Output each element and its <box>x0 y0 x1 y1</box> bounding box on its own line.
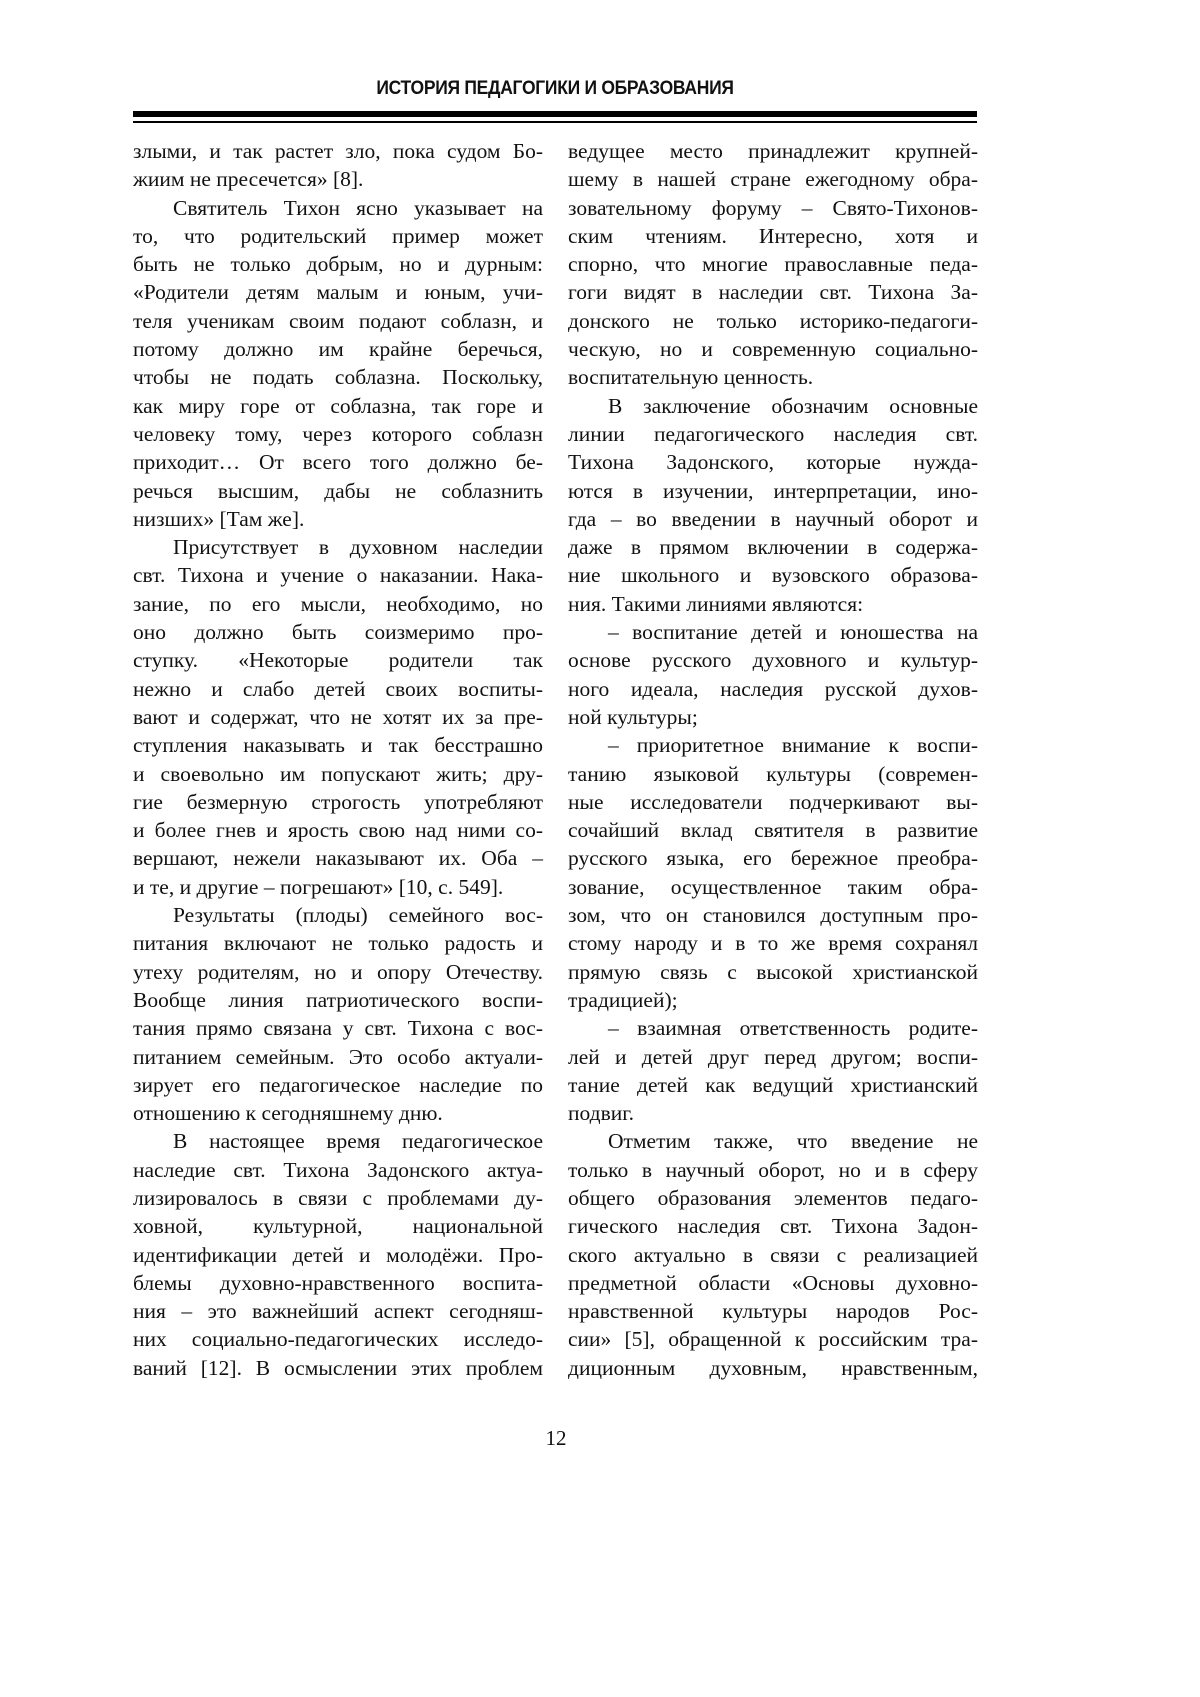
text-line: и более гнев и ярость свою над ними со- <box>133 816 543 844</box>
text-line: сочайший вклад святителя в развитие <box>568 816 978 844</box>
text-line: оно должно быть соизмеримо про- <box>133 618 543 646</box>
text-line: Святитель Тихон ясно указывает на <box>133 194 543 222</box>
text-column-left <box>133 137 543 1382</box>
paragraph <box>568 731 978 1014</box>
text-line: подвиг. <box>568 1099 978 1127</box>
text-line: сии» [5], обращенной к российским тра- <box>568 1325 978 1353</box>
text-line: приходит… От всего того должно бе- <box>133 448 543 476</box>
text-line: Вообще линия патриотического воспи- <box>133 986 543 1014</box>
text-line: ного идеала, наследия русской духов- <box>568 675 978 703</box>
text-line: ной культуры; <box>568 703 978 731</box>
text-line: общего образования элементов педаго- <box>568 1184 978 1212</box>
running-header: ИСТОРИЯ ПЕДАГОГИКИ И ОБРАЗОВАНИЯ <box>167 78 943 100</box>
text-line: и своевольно им попускают жить; дру- <box>133 760 543 788</box>
text-line: – воспитание детей и юношества на <box>568 618 978 646</box>
text-line: утеху родителям, но и опору Отечеству. <box>133 958 543 986</box>
text-line: В заключение обозначим основные <box>568 392 978 420</box>
text-line: тание детей как ведущий христианский <box>568 1071 978 1099</box>
text-line: основе русского духовного и культур- <box>568 646 978 674</box>
text-line: гического наследия свт. Тихона Задон- <box>568 1212 978 1240</box>
text-line: гие безмерную строгость употребляют <box>133 788 543 816</box>
text-line: ческую, но и современную социально- <box>568 335 978 363</box>
text-line: как миру горе от соблазна, так горе и <box>133 392 543 420</box>
paragraph <box>133 1127 543 1382</box>
text-line: донского не только историко-педагоги- <box>568 307 978 335</box>
text-line: тания прямо связана у свт. Тихона с вос- <box>133 1014 543 1042</box>
text-line: и те, и другие – погрешают» [10, с. 549]. <box>133 873 543 901</box>
text-line: нежно и слабо детей своих воспиты- <box>133 675 543 703</box>
text-line: танию языковой культуры (современ- <box>568 760 978 788</box>
paragraph <box>133 533 543 901</box>
text-line: линии педагогического наследия свт. <box>568 420 978 448</box>
text-line: питанием семейным. Это особо актуали- <box>133 1043 543 1071</box>
paragraph <box>568 137 978 392</box>
text-line: питания включают не только радость и <box>133 929 543 957</box>
text-line: ния. Такими линиями являются: <box>568 590 978 618</box>
text-line: идентификации детей и молодёжи. Про- <box>133 1241 543 1269</box>
text-line: наследие свт. Тихона Задонского актуа- <box>133 1156 543 1184</box>
text-line: стому народу и в то же время сохранял <box>568 929 978 957</box>
text-line: гоги видят в наследии свт. Тихона За- <box>568 278 978 306</box>
text-line: Результаты (плоды) семейного вос- <box>133 901 543 929</box>
text-line: низших» [Там же]. <box>133 505 543 533</box>
text-line: отношению к сегодняшнему дню. <box>133 1099 543 1127</box>
text-line: прямую связь с высокой христианской <box>568 958 978 986</box>
text-line: предметной области «Основы духовно- <box>568 1269 978 1297</box>
text-line: человеку тому, через которого соблазн <box>133 420 543 448</box>
text-line: зание, по его мысли, необходимо, но <box>133 590 543 618</box>
text-line: вают и содержат, что не хотят их за пре- <box>133 703 543 731</box>
text-line: лей и детей друг перед другом; воспи- <box>568 1043 978 1071</box>
page-number: 12 <box>0 1426 1112 1451</box>
text-line: теля ученикам своим подают соблазн, и <box>133 307 543 335</box>
text-line: русского языка, его бережное преобра- <box>568 844 978 872</box>
text-line: Тихона Задонского, которые нужда- <box>568 448 978 476</box>
text-line: жиим не пресечется» [8]. <box>133 165 543 193</box>
text-line: вершают, нежели наказывают их. Оба – <box>133 844 543 872</box>
paragraph <box>568 618 978 731</box>
text-line: шему в нашей стране ежегодному обра- <box>568 165 978 193</box>
text-line: спорно, что многие православные педа- <box>568 250 978 278</box>
text-line: ведущее место принадлежит крупней- <box>568 137 978 165</box>
text-line: ступку. «Некоторые родители так <box>133 646 543 674</box>
text-line: Отметим также, что введение не <box>568 1127 978 1155</box>
paragraph <box>133 194 543 534</box>
text-line: ния – это важнейший аспект сегодняш- <box>133 1297 543 1325</box>
text-line: – приоритетное внимание к воспи- <box>568 731 978 759</box>
text-line: Присутствует в духовном наследии <box>133 533 543 561</box>
text-line: ступления наказывать и так бесстрашно <box>133 731 543 759</box>
paragraph <box>133 137 543 194</box>
text-line: «Родители детям малым и юным, учи- <box>133 278 543 306</box>
text-line: зовательному форуму – Свято-Тихонов- <box>568 194 978 222</box>
text-line: злыми, и так растет зло, пока судом Бо- <box>133 137 543 165</box>
text-line: гда – во введении в научный оборот и <box>568 505 978 533</box>
text-line: даже в прямом включении в содержа- <box>568 533 978 561</box>
text-line: чтобы не подать соблазна. Поскольку, <box>133 363 543 391</box>
text-line: зирует его педагогическое наследие по <box>133 1071 543 1099</box>
text-line: ховной, культурной, национальной <box>133 1212 543 1240</box>
text-line: ние школьного и вузовского образова- <box>568 561 978 589</box>
text-line: ским чтениям. Интересно, хотя и <box>568 222 978 250</box>
text-line: лизировалось в связи с проблемами ду- <box>133 1184 543 1212</box>
paragraph <box>133 901 543 1127</box>
text-line: ваний [12]. В осмыслении этих проблем <box>133 1354 543 1382</box>
text-line: то, что родительский пример может <box>133 222 543 250</box>
text-line: – взаимная ответственность родите- <box>568 1014 978 1042</box>
text-line: быть не только добрым, но и дурным: <box>133 250 543 278</box>
text-line: потому должно им крайне беречься, <box>133 335 543 363</box>
paragraph <box>568 1014 978 1127</box>
header-rule-thin <box>133 121 977 123</box>
text-column-right <box>568 137 978 1382</box>
text-line: воспитательную ценность. <box>568 363 978 391</box>
paragraph <box>568 392 978 618</box>
text-line: В настоящее время педагогическое <box>133 1127 543 1155</box>
text-line: диционным духовным, нравственным, <box>568 1354 978 1382</box>
text-line: ского актуально в связи с реализацией <box>568 1241 978 1269</box>
text-line: ные исследователи подчеркивают вы- <box>568 788 978 816</box>
text-line: ются в изучении, интерпретации, ино- <box>568 477 978 505</box>
text-line: них социально-педагогических исследо- <box>133 1325 543 1353</box>
header-rule-thick <box>133 111 977 117</box>
text-line: зование, осуществленное таким обра- <box>568 873 978 901</box>
text-line: зом, что он становился доступным про- <box>568 901 978 929</box>
text-line: блемы духовно-нравственного воспита- <box>133 1269 543 1297</box>
text-line: речься высшим, дабы не соблазнить <box>133 477 543 505</box>
text-line: традицией); <box>568 986 978 1014</box>
text-line: свт. Тихона и учение о наказании. Нака- <box>133 561 543 589</box>
text-line: нравственной культуры народов Рос- <box>568 1297 978 1325</box>
paragraph <box>568 1127 978 1382</box>
text-line: только в научный оборот, но и в сферу <box>568 1156 978 1184</box>
